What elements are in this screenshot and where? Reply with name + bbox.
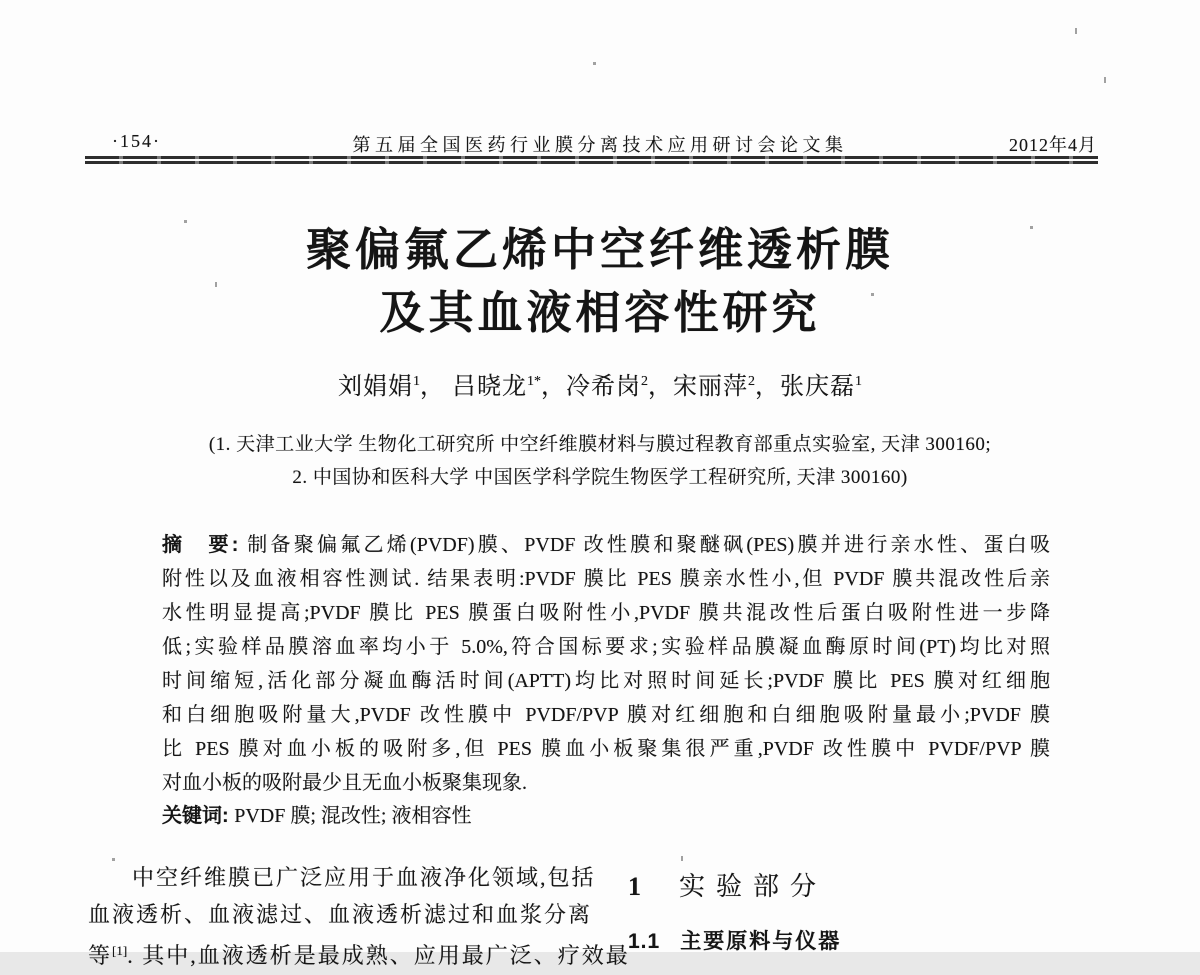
author-affil-mark: 1 [855, 374, 862, 389]
abstract-line: 和白细胞吸附量大,PVDF 改性膜中 PVDF/PVP 膜对红细胞和白细胞吸附量最小;PVDF 膜 [162, 704, 1050, 726]
running-header [0, 131, 1200, 155]
author: 刘娟娟$^1$， [338, 374, 452, 400]
abstract-line: 摘 要: 制备聚偏氟乙烯(PVDF)膜、PVDF 改性膜和聚醚砜(PES)膜并进行亲水性、蛋白吸 [162, 534, 1051, 556]
article-title [0, 219, 1200, 345]
abstract-line: 水性明显提高;PVDF 膜比 PES 膜蛋白吸附性小,PVDF 膜共混改性后蛋白吸附性进一步降 [162, 602, 1050, 624]
issue-date: 2012年4月 [1009, 135, 1097, 155]
section-title: 主要原料与仪器 [680, 930, 842, 953]
abstract-line: 比 PES 膜对血小板的吸附多,但 PES 膜血小板聚集很严重,PVDF 改性膜中 PVDF/PVP 膜 [162, 738, 1050, 760]
affiliation-line1: (1. 天津工业大学 生物化工研究所 中空纤维膜材料与膜过程教育部重点实验室, 天津 300160; [208, 434, 992, 455]
keywords-label: 关键词: [162, 805, 235, 827]
keywords-line [162, 799, 1050, 833]
abstract-label: 摘 要: [162, 534, 248, 556]
affiliation-line2: 2. 中国协和医科大学 中国医学科学院生物医学工程研究所, 天津 300160) [292, 467, 908, 488]
section-number: 1 [628, 872, 641, 901]
citation-ref: [1] [112, 943, 128, 958]
author-affil-mark: 2 [748, 374, 755, 389]
keywords-text: PVDF 膜; 混改性; 液相容性 [234, 805, 472, 827]
header-double-rule [85, 156, 1098, 164]
author: 吕晓龙$^{1*}$， [452, 374, 566, 400]
scan-speck [1075, 28, 1077, 34]
proceedings-title: 第五届全国医药行业膜分离技术应用研讨会论文集 [352, 135, 848, 155]
scan-speck [593, 62, 596, 65]
author-line [0, 366, 1200, 401]
scan-speck [112, 858, 115, 861]
rule-bottom-line [85, 161, 1098, 164]
section-number: 1.1 [628, 930, 661, 953]
body-text-line: 等[1]. 其中,血液透析是最成熟、应用最广泛、疗效最 [88, 943, 630, 968]
abstract-line: 时间缩短,活化部分凝血酶活时间(APTT)均比对照时间延长;PVDF 膜比 PES 膜对红细胞 [162, 670, 1050, 692]
body-text-line: 中空纤维膜已广泛应用于血液净化领域,包括 [132, 865, 596, 890]
article-title-line1: 聚偏氟乙烯中空纤维透析膜 [305, 225, 894, 275]
author: 张庆磊$^1$ [780, 374, 862, 400]
abstract-line: 低;实验样品膜溶血率均小于 5.0%,符合国标要求;实验样品膜凝血酶原时间(PT)均比对照 [162, 636, 1050, 658]
author-affil-mark: 1 [413, 374, 420, 389]
body-left-column [88, 860, 630, 970]
abstract-line: 附性以及血液相容性测试. 结果表明:PVDF 膜比 PES 膜亲水性小,但 PVDF 膜共混改性后亲 [162, 568, 1050, 590]
author: 冷希岗$^2$， [566, 374, 673, 400]
scan-speck [871, 293, 874, 296]
scan-speck [184, 220, 187, 223]
author-affil-mark: 1* [527, 374, 541, 389]
author-affil-mark: 2 [641, 374, 648, 389]
section-title: 实验部分 [679, 872, 828, 901]
scan-speck [1104, 77, 1106, 83]
abstract-block [162, 528, 1050, 800]
article-title-line2: 及其血液相容性研究 [379, 288, 821, 338]
scan-speck [1030, 226, 1033, 229]
author: 宋丽萍$^2$， [673, 374, 780, 400]
scan-speck [681, 856, 683, 861]
body-text-line: 血液透析、血液滤过、血液透析滤过和血浆分离 [88, 901, 593, 927]
scan-speck [215, 282, 217, 287]
section-heading-1-1 [628, 925, 841, 955]
page-number: ·154· [112, 131, 161, 151]
section-heading-1 [628, 866, 827, 903]
abstract-line: 对血小板的吸附最少且无血小板聚集现象. [162, 772, 527, 794]
